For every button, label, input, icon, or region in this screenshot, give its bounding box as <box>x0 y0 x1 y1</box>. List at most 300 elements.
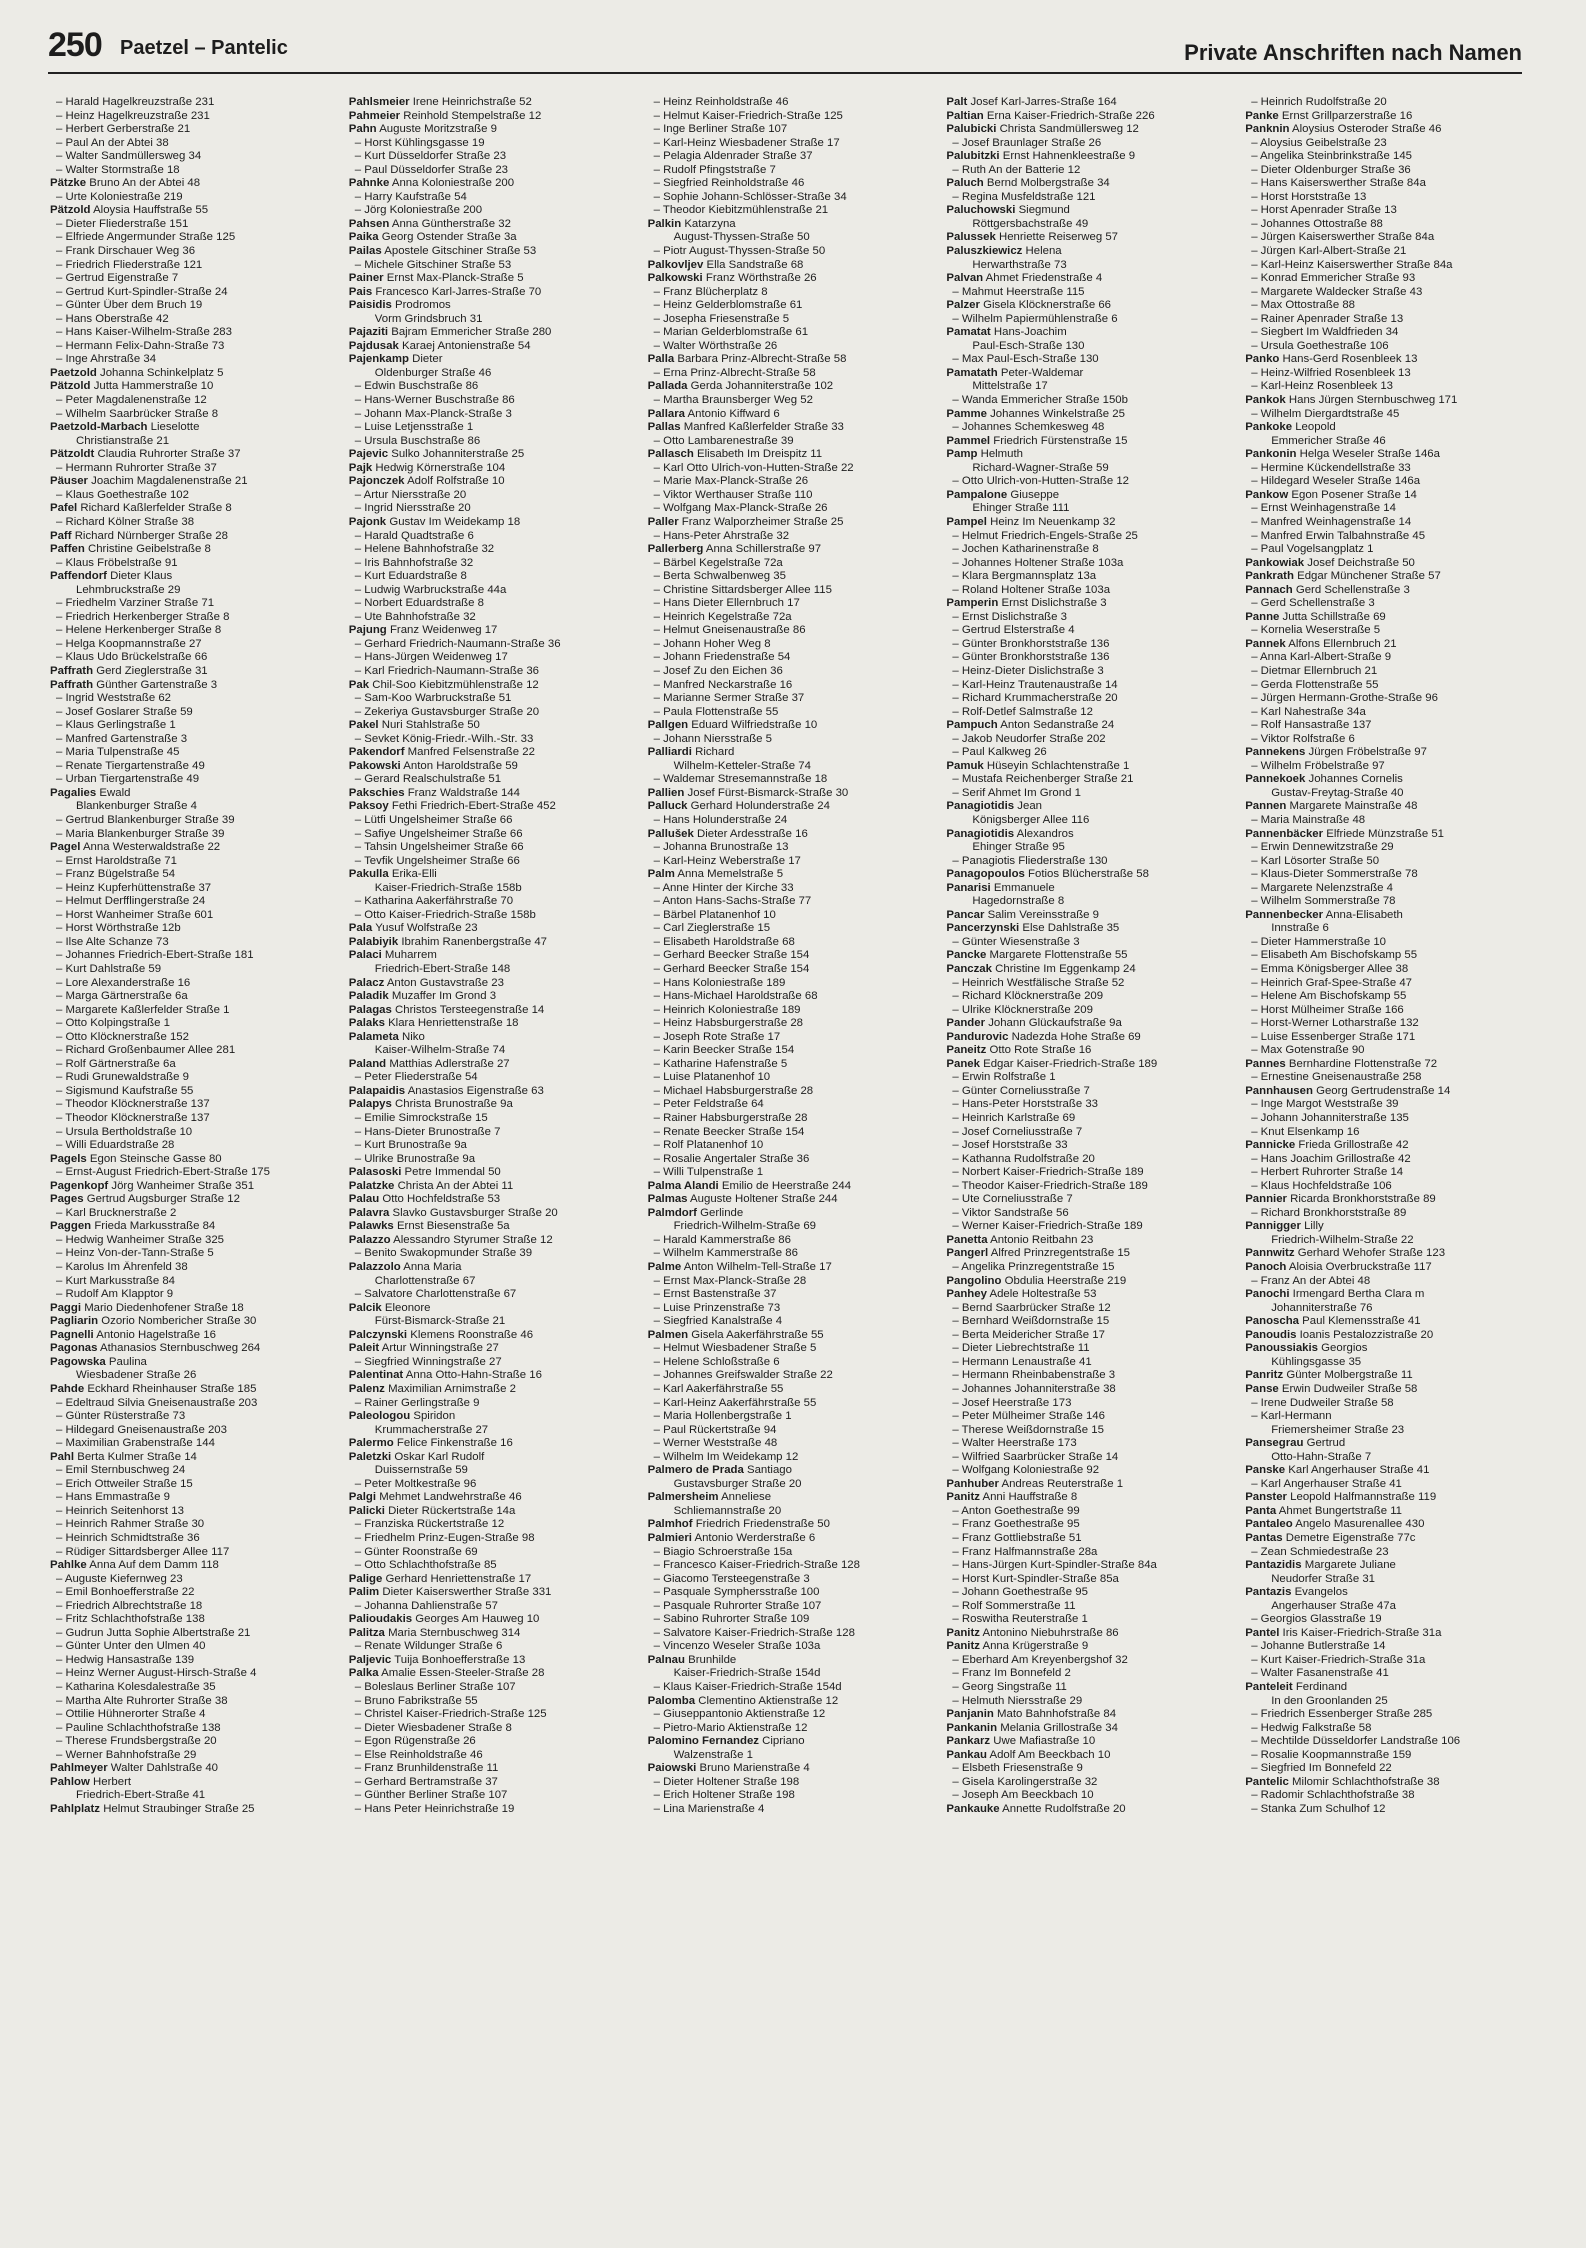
entry-details: Apostele Gitschiner Straße 53 <box>384 245 537 258</box>
entry-sub: – Salvatore Charlottenstraße 67 <box>354 1288 517 1301</box>
entry-details: Jürgen Fröbelstraße 97 <box>1308 746 1427 759</box>
entry-details: Katarzyna <box>684 217 736 230</box>
surname: Pancerzynski <box>946 922 1020 935</box>
entry-sub: – Margarete Kaßlerfelder Straße 1 <box>56 1003 230 1016</box>
section-title: Private Anschriften nach Namen <box>1184 40 1522 65</box>
entry-sub: – Emil Bonhoefferstraße 22 <box>56 1586 195 1599</box>
entry-details: Alessandro Styrumer Straße 12 <box>393 1233 553 1246</box>
entry-details: Dieter <box>412 353 443 366</box>
entry-continuation: Johanniterstraße 76 <box>1271 1301 1373 1314</box>
entry-sub: – Karl Lösorter Straße 50 <box>1251 854 1380 867</box>
surname: Panritz <box>1245 1369 1284 1382</box>
entry-sub: – Heinrich Rudolfstraße 20 <box>1251 96 1387 108</box>
entry-sub: – Karl-Heinz Kaiserswerther Straße 84a <box>1251 258 1453 271</box>
entry-main <box>349 231 626 245</box>
entry-details: Giuseppe <box>1010 488 1060 501</box>
entry-main <box>50 1762 327 1776</box>
entry-sub: – Elisabeth Am Bischofskamp 55 <box>1251 949 1418 962</box>
entry-sub: – Rolf Sommerstraße 11 <box>952 1599 1076 1612</box>
entry-details: Irmengard Bertha Clara m <box>1292 1288 1425 1301</box>
entry-main <box>946 1708 1223 1722</box>
entry-details: Aloisia Overbruckstraße 117 <box>1288 1261 1432 1274</box>
entry-sub: – Karl Angerhauser Straße 41 <box>1251 1477 1402 1490</box>
entry-details: Richard Nürnberger Straße 28 <box>74 529 228 542</box>
entry-details: Athanasios Sternbuschweg 264 <box>100 1342 261 1355</box>
entry-sub: – Gerhard Beecker Straße 154 <box>653 963 810 975</box>
entry-sub: – Heinrich Westfälische Straße 52 <box>952 976 1125 989</box>
entry-sub: – Heinrich Rahmer Straße 30 <box>56 1518 205 1531</box>
entry-main <box>349 1491 626 1505</box>
entry-main <box>1245 638 1522 652</box>
surname: Palmersheim <box>647 1491 719 1504</box>
entry-details: Lilly <box>1304 1220 1324 1233</box>
entry-sub: – Heinz Von-der-Tann-Straße 5 <box>56 1247 214 1260</box>
entry-sub: – Dieter Holtener Straße 198 <box>653 1775 800 1788</box>
entry-main <box>1245 394 1522 408</box>
entry-sub: – Hans-Jürgen Kurt-Spindler-Straße 84a <box>952 1559 1157 1572</box>
entry-sub: – Paul Vogelsangplatz 1 <box>1251 543 1374 556</box>
entry-sub: – Johanne Butlerstraße 14 <box>1251 1640 1386 1653</box>
entry-main <box>648 1532 925 1546</box>
entry-main <box>946 1491 1223 1505</box>
entry-sub: – Emil Sternbuschweg 24 <box>56 1464 186 1477</box>
entry-sub: – Hans-Peter Horststraße 33 <box>952 1098 1098 1111</box>
entry-sub: – Ute Bahnhofstraße 32 <box>354 610 476 623</box>
surname: Pampuch <box>946 719 998 732</box>
entry-sub: – Ingrid Niersstraße 20 <box>354 502 471 515</box>
entry-main <box>349 299 626 313</box>
entry-sub: – Wilhelm Kammerstraße 86 <box>653 1247 798 1260</box>
entry-sub: – Marianne Sermer Straße 37 <box>653 692 805 705</box>
entry-main <box>1245 557 1522 571</box>
entry-sub: – Rainer Apenrader Straße 13 <box>1251 312 1404 325</box>
entry-sub: – Klaus Kaiser-Friedrich-Straße 154d <box>653 1680 842 1693</box>
entry-sub: – Manfred Weinhagenstraße 14 <box>1251 515 1412 528</box>
entry-sub: – Richard Kölner Straße 38 <box>56 515 195 528</box>
entry-main <box>946 1275 1223 1289</box>
entry-sub: – Ilse Alte Schanze 73 <box>56 935 169 948</box>
surname: Palkowski <box>647 272 703 285</box>
entry-sub: – Bärbel Platanenhof 10 <box>653 908 776 921</box>
entry-main <box>946 1058 1223 1072</box>
entry-main <box>1245 1247 1522 1261</box>
entry-details: Anna-Elisabeth <box>1325 908 1403 921</box>
surname: Paljevic <box>348 1653 392 1666</box>
entry-main <box>349 1207 626 1221</box>
entry-details: Gertrud Augsburger Straße 12 <box>86 1193 240 1206</box>
surname: Pakendorf <box>348 746 405 759</box>
entry-main <box>50 530 327 544</box>
surname: Panke <box>1245 109 1279 122</box>
entry-sub: – Johannes Holtener Straße 103a <box>952 556 1124 569</box>
surname: Palka <box>348 1667 379 1680</box>
entry-main <box>50 841 327 855</box>
entry-sub: – Irene Dudweiler Straße 58 <box>1251 1396 1394 1409</box>
entry-continuation: Wilhelm-Ketteler-Straße 74 <box>673 759 811 772</box>
entry-sub: – Horst-Werner Lotharstraße 132 <box>1251 1017 1419 1030</box>
entry-details: Anna Auf dem Damm 118 <box>89 1559 219 1572</box>
entry-main <box>648 516 925 530</box>
entry-sub: – Tevfik Ungelsheimer Straße 66 <box>354 854 520 867</box>
entry-details: Antonino Niebuhrstraße 86 <box>982 1626 1119 1639</box>
entry-details: Peter-Waldemar <box>1000 366 1084 379</box>
entry-details: Aloysia Hauffstraße 55 <box>93 204 209 217</box>
entry-details: Reinhold Stempelstraße 12 <box>403 109 542 122</box>
entry-sub: – Klaus-Dieter Sommerstraße 78 <box>1251 868 1418 881</box>
surname: Pannen <box>1245 800 1287 813</box>
entry-sub: – Johanna Dahlienstraße 57 <box>354 1599 498 1612</box>
entry-main <box>50 570 327 584</box>
entry-sub: – Wilhelm Im Weidekamp 12 <box>653 1450 799 1463</box>
entry-main <box>349 1193 626 1207</box>
entry-main <box>1245 800 1522 814</box>
entry-sub: – Johann Hoher Weg 8 <box>653 637 771 650</box>
entry-main <box>1245 611 1522 625</box>
entry-main <box>50 543 327 557</box>
entry-sub: – Jakob Neudorfer Straße 202 <box>952 732 1106 745</box>
surname: Pahl <box>50 1450 75 1463</box>
surname: Palapaidis <box>348 1084 406 1097</box>
entry-sub: – Richard Klöcknerstraße 209 <box>952 990 1104 1003</box>
entry-details: Ahmet Bungertstraße 11 <box>1278 1504 1403 1517</box>
surname: Pallušek <box>647 827 694 840</box>
entry-sub: – Luise Essenberger Straße 171 <box>1251 1030 1416 1043</box>
entry-sub: – Franz Bügelstraße 54 <box>56 868 176 881</box>
entry-sub: – Inge Margot Weststraße 39 <box>1251 1098 1399 1111</box>
entry-details: Anton Haroldstraße 59 <box>403 759 518 772</box>
entry-sub: – Rainer Gerlingstraße 9 <box>354 1396 480 1409</box>
surname: Pagowska <box>50 1355 106 1368</box>
entry-main <box>1245 1437 1522 1451</box>
entry-main <box>349 977 626 991</box>
entry-continuation: Christianstraße 21 <box>76 434 170 447</box>
surname: Pantel <box>1245 1626 1280 1639</box>
entry-sub: – Serif Ahmet Im Grond 1 <box>952 786 1081 799</box>
entry-main <box>349 1437 626 1451</box>
surname: Palenz <box>348 1382 385 1395</box>
entry-sub: – Rolf-Detlef Salmstraße 12 <box>952 705 1093 718</box>
entry-details: Alexandros <box>1016 827 1074 840</box>
surname: Palcik <box>348 1301 382 1314</box>
surname: Panitz <box>946 1491 980 1504</box>
entry-sub: – Therese Weißdornstraße 15 <box>952 1423 1104 1436</box>
surname: Pätzold <box>50 380 91 393</box>
surname: Pagenkopf <box>50 1179 109 1192</box>
entry-main <box>349 679 626 693</box>
surname: Pailas <box>348 245 382 258</box>
entry-main <box>648 272 925 286</box>
entry-details: Anton Gustavstraße 23 <box>386 976 504 989</box>
entry-details: Klara Henriettenstraße 18 <box>388 1017 519 1030</box>
entry-details: Hüseyin Schlachtenstraße 1 <box>986 759 1130 772</box>
entry-sub: – Karl Brucknerstraße 2 <box>56 1206 177 1219</box>
entry-details: Francesco Karl-Jarres-Straße 70 <box>375 285 542 298</box>
entry-details: Ferdinand <box>1295 1680 1348 1693</box>
entry-main <box>648 408 925 422</box>
entry-sub: – Dieter Oldenburger Straße 36 <box>1251 163 1411 176</box>
entry-sub: – Auguste Kiefernweg 23 <box>56 1572 183 1585</box>
surname: Panoch <box>1245 1261 1287 1274</box>
entry-continuation: Friedrich-Ebert-Straße 148 <box>374 963 511 975</box>
entry-details: Anna Maria <box>403 1261 462 1274</box>
surname: Paggi <box>50 1301 82 1314</box>
entry-main <box>349 922 626 936</box>
surname: Palicki <box>348 1504 385 1517</box>
entry-continuation: Kaiser-Wilhelm-Straße 74 <box>374 1044 506 1057</box>
entry-details: Antonio Werderstraße 6 <box>694 1531 816 1544</box>
entry-sub: – Erich Ottweiler Straße 15 <box>56 1477 193 1490</box>
entry-details: Auguste Moritzstraße 9 <box>379 123 497 136</box>
entry-main <box>349 245 626 259</box>
entry-main <box>349 949 626 963</box>
surname: Panczak <box>946 963 992 975</box>
entry-details: Ewald <box>99 786 131 799</box>
entry-continuation: Fürst-Bismarck-Straße 21 <box>374 1315 506 1328</box>
entry-sub: – Hans-Werner Buschstraße 86 <box>354 394 515 407</box>
entry-sub: – Günter Über dem Bruch 19 <box>56 299 203 312</box>
entry-sub: – Luise Platanenhof 10 <box>653 1071 771 1084</box>
entry-sub: – Otto Klöcknerstraße 152 <box>56 1030 189 1043</box>
entry-details: Adele Holtestraße 53 <box>989 1288 1097 1301</box>
surname: Pala <box>348 922 373 935</box>
entry-sub: – Friedhelm Prinz-Eugen-Straße 98 <box>354 1531 535 1544</box>
entry-sub: – Hans Peter Heinrichstraße 19 <box>354 1802 515 1815</box>
surname: Palmen <box>647 1328 689 1341</box>
surname: Panek <box>946 1057 980 1070</box>
entry-sub: – Panagiotis Fliederstraße 130 <box>952 854 1108 867</box>
entry-continuation: Oldenburger Straße 46 <box>374 366 492 379</box>
surname: Panske <box>1245 1464 1286 1477</box>
entry-details: Anna Westerwaldstraße 22 <box>82 841 221 854</box>
surname: Pahlow <box>50 1775 90 1788</box>
entry-details: Mato Bahnhofstraße 84 <box>997 1708 1117 1721</box>
entry-sub: – Heinz Reinholdstraße 46 <box>653 96 789 108</box>
entry-details: Salim Vereinsstraße 9 <box>987 908 1099 921</box>
entry-details: Artur Winningstraße 27 <box>381 1342 499 1355</box>
entry-sub: – Martha Alte Ruhrorter Straße 38 <box>56 1694 228 1707</box>
surname: Pannenbäcker <box>1245 827 1324 840</box>
entry-main <box>349 1342 626 1356</box>
surname: Panteleit <box>1245 1680 1293 1693</box>
entry-details: Christine Im Eggenkamp 24 <box>995 963 1136 975</box>
surname: Pakel <box>348 719 379 732</box>
entry-sub: – Walter Stormstraße 18 <box>56 163 180 176</box>
entry-main <box>648 543 925 557</box>
entry-details: Frieda Markusstraße 84 <box>94 1220 216 1233</box>
surname: Pancar <box>946 908 985 921</box>
entry-details: Hedwig Körnerstraße 104 <box>375 461 506 474</box>
entry-sub: – Rolf Platanenhof 10 <box>653 1139 764 1152</box>
entry-details: Paul Klemensstraße 41 <box>1302 1315 1421 1328</box>
entry-main <box>946 204 1223 218</box>
entry-details: Berta Kulmer Straße 14 <box>77 1450 197 1463</box>
entry-sub: – Erwin Dennewitzstraße 29 <box>1251 841 1394 854</box>
entry-details: Johannes Winkelstraße 25 <box>990 407 1125 420</box>
surname: Pajdusak <box>348 339 399 352</box>
entry-details: Ahmet Friedenstraße 4 <box>985 272 1103 285</box>
entry-main <box>50 1383 327 1397</box>
entry-details: Tuija Bonhoefferstraße 13 <box>394 1653 526 1666</box>
entry-details: Egon Steinsche Gasse 80 <box>89 1152 222 1165</box>
entry-sub: – Joseph Am Beeckbach 10 <box>952 1789 1094 1802</box>
entry-details: Josef Deichstraße 50 <box>1307 556 1415 569</box>
surname: Pagonas <box>50 1342 98 1355</box>
entry-sub: – Urte Koloniestraße 219 <box>56 190 183 203</box>
entry-sub: – Marga Gärtnerstraße 6a <box>56 990 188 1003</box>
entry-sub: – Josef Zu den Eichen 36 <box>653 664 783 677</box>
entry-main <box>349 1180 626 1194</box>
entry-sub: – Günter Wiesenstraße 3 <box>952 935 1080 948</box>
entry-details: Gerhard Wehofer Straße 123 <box>1297 1247 1446 1260</box>
entry-sub: – Anton Goethestraße 99 <box>952 1504 1080 1517</box>
surname: Pankow <box>1245 488 1289 501</box>
surname: Palasoski <box>348 1166 402 1179</box>
entry-sub: – Karl Nahestraße 34a <box>1251 705 1366 718</box>
surname: Pahsen <box>348 217 390 230</box>
entry-details: Georg Ostender Straße 3a <box>381 231 517 244</box>
entry-details: Angelo Masurenallee 430 <box>1295 1518 1425 1531</box>
entry-sub: – Norbert Kaiser-Friedrich-Straße 189 <box>952 1166 1144 1179</box>
entry-sub: – Karin Beecker Straße 154 <box>653 1044 795 1057</box>
surname: Pannes <box>1245 1057 1286 1070</box>
entry-sub: – Kurt Düsseldorfer Straße 23 <box>354 150 507 163</box>
entry-main <box>1245 353 1522 367</box>
surname: Pätzold <box>50 204 91 217</box>
surname: Pagel <box>50 841 81 854</box>
entry-sub: – Lore Alexanderstraße 16 <box>56 976 191 989</box>
entry-sub: – Giuseppantonio Aktienstraße 12 <box>653 1708 826 1721</box>
entry-sub: – Christine Sittardsberger Allee 115 <box>653 583 832 596</box>
surname: Pannier <box>1245 1193 1287 1206</box>
entry-main <box>946 963 1223 977</box>
entry-details: Otto Rote Straße 16 <box>989 1044 1092 1057</box>
entry-sub: – Otto Kaiser-Friedrich-Straße 158b <box>354 908 536 921</box>
entry-sub: – Horst Kurt-Spindler-Straße 85a <box>952 1572 1119 1585</box>
surname: Palim <box>348 1586 380 1599</box>
entry-main <box>349 1627 626 1641</box>
entry-sub: – Joseph Rote Straße 17 <box>653 1030 781 1043</box>
entry-details: Ernst Hahnenkleestraße 9 <box>1002 150 1136 163</box>
entry-sub: – Pelagia Aldenrader Straße 37 <box>653 150 813 163</box>
entry-sub: – Ulrike Brunostraße 9a <box>354 1152 476 1165</box>
entry-sub: – Richard Krummacherstraße 20 <box>952 692 1118 705</box>
entry-sub: – Hans Oberstraße 42 <box>56 312 169 325</box>
entry-main <box>1245 1220 1522 1234</box>
page-header <box>48 22 1522 74</box>
entry-details: Gerda Johanniterstraße 102 <box>690 380 834 393</box>
surname: Pammel <box>946 434 991 447</box>
entry-main <box>50 448 327 462</box>
entry-continuation: Richard-Wagner-Straße 59 <box>972 461 1109 474</box>
entry-sub: – Jörg Koloniestraße 200 <box>354 204 483 217</box>
surname: Pannigger <box>1245 1220 1301 1233</box>
entry-main <box>50 787 327 801</box>
entry-sub: – Sabino Ruhrorter Straße 109 <box>653 1613 810 1626</box>
surname: Palapys <box>348 1098 392 1111</box>
surname: Palmhof <box>647 1518 693 1531</box>
entry-main <box>349 1031 626 1045</box>
entry-main <box>946 299 1223 313</box>
entry-sub: – Safiye Ungelsheimer Straße 66 <box>354 827 523 840</box>
entry-sub: – Wilhelm Fröbelstraße 97 <box>1251 759 1385 772</box>
entry-sub: – Benito Swakopmunder Straße 39 <box>354 1247 533 1260</box>
entry-sub: – Horst Horststraße 13 <box>1251 190 1367 203</box>
entry-details: Helmuth <box>980 448 1024 461</box>
surname: Palm <box>647 868 675 881</box>
entry-main <box>1245 1586 1522 1600</box>
entry-main <box>349 448 626 462</box>
entry-main <box>946 245 1223 259</box>
entry-sub: – Luise Prinzenstraße 73 <box>653 1301 781 1314</box>
surname: Panta <box>1245 1504 1277 1517</box>
entry-sub: – Jürgen Karl-Albert-Straße 21 <box>1251 245 1407 258</box>
surname: Palabiyik <box>348 935 399 948</box>
entry-sub: – Mustafa Reichenberger Straße 21 <box>952 773 1134 786</box>
entry-details: Franz Walporzheimer Straße 25 <box>681 515 844 528</box>
surname: Pallara <box>647 407 685 420</box>
surname: Palavra <box>348 1206 390 1219</box>
entry-details: Mehmet Landwehrstraße 46 <box>379 1491 522 1504</box>
entry-main <box>648 380 925 394</box>
entry-sub: – Knut Elsenkamp 16 <box>1251 1125 1360 1138</box>
entry-sub: – Heinrich Kegelstraße 72a <box>653 610 792 623</box>
entry-details: Sulko Johanniterstraße 25 <box>391 448 525 461</box>
entry-main <box>946 922 1223 936</box>
entry-main <box>349 1261 626 1275</box>
entry-continuation: Ehinger Straße 95 <box>972 841 1065 854</box>
entry-continuation: Kaiser-Friedrich-Straße 154d <box>673 1667 821 1680</box>
entry-continuation: Charlottenstraße 67 <box>374 1274 476 1287</box>
surname: Panko <box>1245 353 1280 366</box>
entry-main <box>50 1153 327 1167</box>
surname: Pallien <box>647 786 685 799</box>
entry-sub: – Josef Horststraße 33 <box>952 1139 1068 1152</box>
entry-sub: – Pietro-Mario Aktienstraße 12 <box>653 1721 808 1734</box>
entry-details: Herbert <box>93 1775 132 1788</box>
surname: Pandurovic <box>946 1030 1009 1043</box>
entry-details: Maria Sternbuschweg 314 <box>388 1626 521 1639</box>
entry-sub: – Harald Kammerstraße 86 <box>653 1233 791 1246</box>
entry-sub: – Anton Hans-Sachs-Straße 77 <box>653 895 812 908</box>
entry-details: Emilio de Heerstraße 244 <box>721 1179 852 1192</box>
entry-sub: – Maria Tulpenstraße 45 <box>56 746 180 759</box>
entry-sub: – Horst Kühlingsgasse 19 <box>354 136 485 149</box>
entry-sub: – Walter Wörthstraße 26 <box>653 339 778 352</box>
entry-sub: – Luise Letjensstraße 1 <box>354 421 474 434</box>
entry-main <box>648 1735 925 1749</box>
surname: Paggen <box>50 1220 92 1233</box>
entry-details: Egon Posener Straße 14 <box>1291 488 1417 501</box>
entry-sub: – Jürgen Hermann-Grothe-Straße 96 <box>1251 692 1438 705</box>
entry-details: Antonio Hagelstraße 16 <box>96 1328 216 1341</box>
surname: Pannek <box>1245 637 1286 650</box>
entry-sub: – Ursula Buschstraße 86 <box>354 434 481 447</box>
entry-sub: – Lütfi Ungelsheimer Straße 66 <box>354 813 513 826</box>
entry-details: Franz Waldstraße 144 <box>407 786 520 799</box>
entry-sub: – Christel Kaiser-Friedrich-Straße 125 <box>354 1708 547 1721</box>
entry-sub: – Rainer Habsburgerstraße 28 <box>653 1112 808 1125</box>
entry-main <box>1245 1369 1522 1383</box>
entry-sub: – Sam-Koo Warbruckstraße 51 <box>354 692 512 705</box>
surname: Panjanin <box>946 1708 994 1721</box>
entry-sub: – Gerd Schellenstraße 3 <box>1251 597 1375 610</box>
entry-continuation: Krummacherstraße 27 <box>374 1423 489 1436</box>
entry-main <box>50 475 327 489</box>
entry-main <box>349 1017 626 1031</box>
entry-details: Matthias Adlerstraße 27 <box>389 1057 510 1070</box>
entry-sub: – Artur Niersstraße 20 <box>354 488 467 501</box>
entry-main <box>946 719 1223 733</box>
